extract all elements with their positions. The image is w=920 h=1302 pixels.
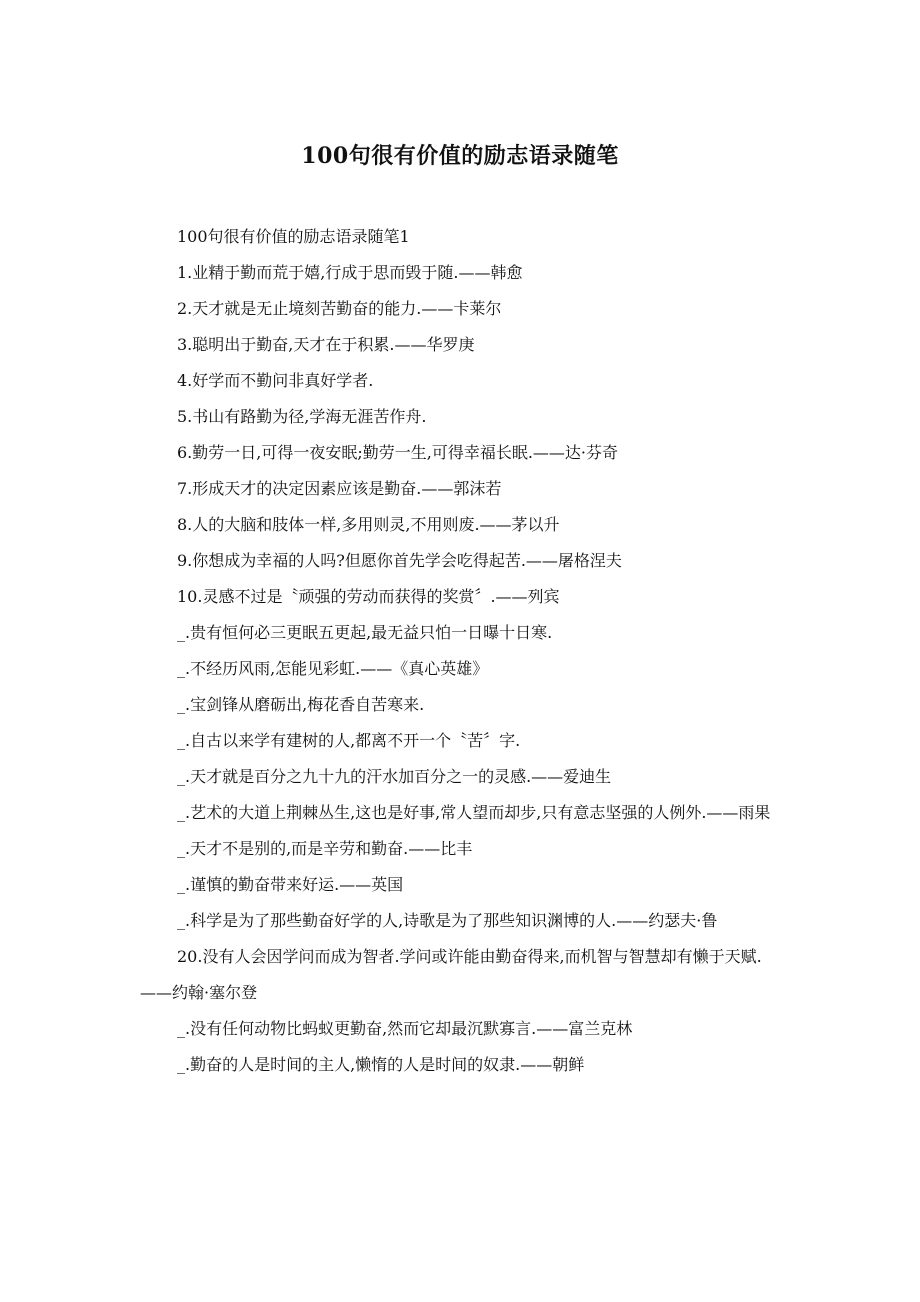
document-body: [140, 219, 790, 1083]
quote-paragraph: _.不经历风雨,怎能见彩虹.——《真心英雄》: [177, 659, 489, 678]
quote-paragraph: _.谨慎的勤奋带来好运.——英国: [177, 875, 404, 894]
quote-paragraph: 2.天才就是无止境刻苦勤奋的能力.——卡莱尔: [177, 299, 502, 318]
quote-paragraph: _.天才不是别的,而是辛劳和勤奋.——比丰: [177, 839, 473, 858]
quote-paragraph: _.艺术的大道上荆棘丛生,这也是好事,常人望而却步,只有意志坚强的人例外.——雨果: [177, 803, 771, 822]
paragraph-heading: 100句很有价值的励志语录随笔1: [177, 227, 410, 246]
quote-paragraph: _.贵有恒何必三更眠五更起,最无益只怕一日曝十日寒.: [177, 623, 553, 642]
quote-paragraph: 7.形成天才的决定因素应该是勤奋.——郭沫若: [177, 479, 502, 498]
quote-paragraph: 1.业精于勤而荒于嬉,行成于思而毁于随.——韩愈: [177, 263, 523, 282]
document-title: 100句很有价值的励志语录随笔: [301, 143, 619, 169]
quote-paragraph: _.勤奋的人是时间的主人,懒惰的人是时间的奴隶.——朝鲜: [177, 1055, 585, 1074]
quote-paragraph: 5.书山有路勤为径,学海无涯苦作舟.: [177, 407, 427, 426]
quote-paragraph: 4.好学而不勤问非真好学者.: [177, 371, 374, 390]
quote-paragraph: _.自古以来学有建树的人,都离不开一个〝苦〞字.: [177, 731, 521, 750]
quote-paragraph: _.天才就是百分之九十九的汗水加百分之一的灵感.——爱迪生: [177, 767, 612, 786]
quote-paragraph: 6.勤劳一日,可得一夜安眠;勤劳一生,可得幸福长眠.——达·芬奇: [177, 443, 619, 462]
quote-paragraph: 3.聪明出于勤奋,天才在于积累.——华罗庚: [177, 335, 475, 354]
quote-paragraph: 8.人的大脑和肢体一样,多用则灵,不用则废.——茅以升: [177, 515, 560, 534]
quote-paragraph: 20.没有人会因学问而成为智者.学问或许能由勤奋得来,而机智与智慧却有懒于天赋.——约翰·塞尔登: [140, 947, 762, 1002]
quote-paragraph: _.科学是为了那些勤奋好学的人,诗歌是为了那些知识渊博的人.——约瑟夫·鲁: [177, 911, 718, 930]
quote-paragraph: _.没有任何动物比蚂蚁更勤奋,然而它却最沉默寡言.——富兰克林: [177, 1019, 633, 1038]
quote-paragraph: 9.你想成为幸福的人吗?但愿你首先学会吃得起苦.——屠格涅夫: [177, 551, 622, 570]
quote-paragraph: 10.灵感不过是〝顽强的劳动而获得的奖赏〞.——列宾: [177, 587, 560, 606]
quote-paragraph: _.宝剑锋从磨砺出,梅花香自苦寒来.: [177, 695, 425, 714]
